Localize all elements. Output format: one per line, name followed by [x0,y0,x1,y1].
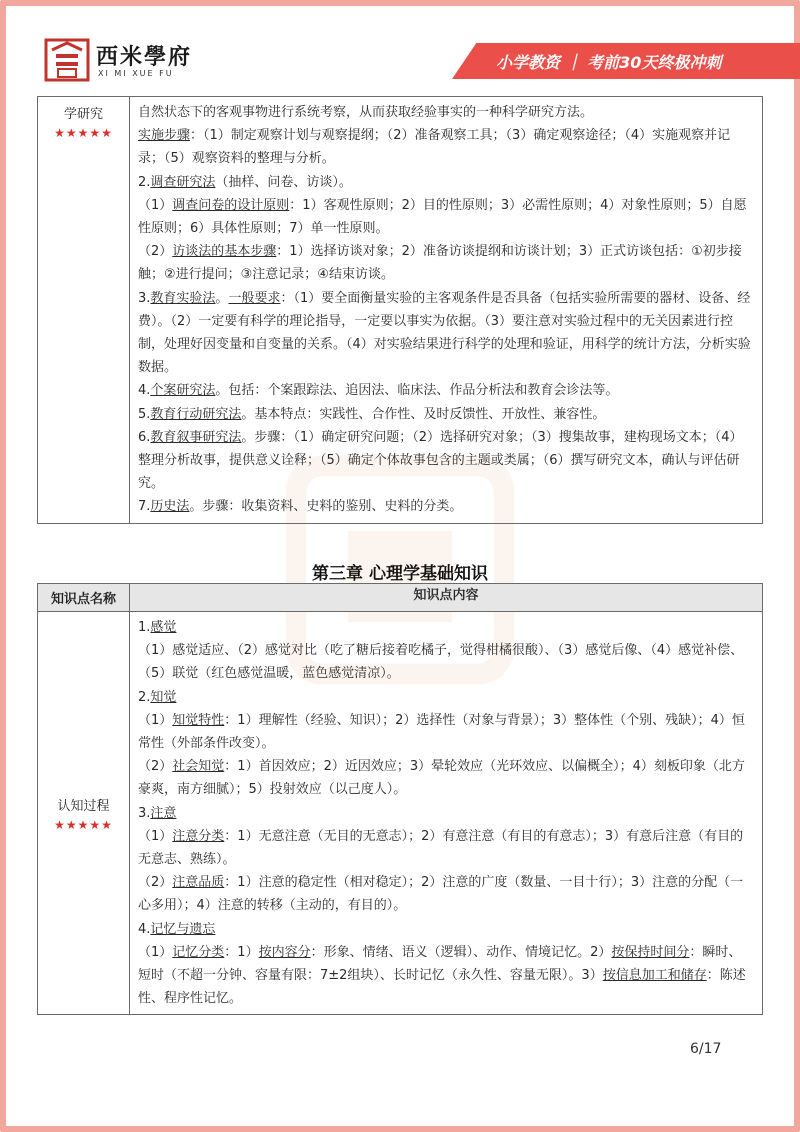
content-cell [130,97,762,523]
content-line: 2.知觉 [138,689,177,705]
category-cell [38,97,130,523]
content-line: （1）感觉适应、（2）感觉对比（吃了糖后接着吃橘子，觉得柑橘很酸）、（3）感觉后像、（4）感觉补偿、（5）联觉（红色感觉温暖，蓝色感觉清凉）。 [138,643,744,682]
category-label: 学研究 [63,107,103,122]
table-header-row [38,584,762,612]
content-line: （1）知觉特性：1）理解性（经验、知识）；2）选择性（对象与背景）；3）整体性（个别、残缺）；4）恒常性（外部条件改变）。 [138,712,745,752]
brand-name: 西米學府 [96,44,193,70]
content-line: 6.教育叙事研究法。步骤：（1）确定研究问题；（2）选择研究对象；（3）搜集故事，建构现场文本；（4）整理分析故事，提供意义诠释；（5）确定个体故事包含的主题或类属；（6）撰写研究文本，确认与评估研究。 [138,429,743,492]
content-line: 4.记忆与遗忘 [138,921,216,937]
table-row [38,612,762,1014]
content-line: 1.感觉 [138,620,177,635]
header-knowledge-content: 知识点内容 [413,588,479,603]
content-line: 3.注意 [138,805,177,821]
content-line: 自然状态下的客观事物进行系统考察，从而获取经验事实的一种科学研究方法。 [138,105,594,120]
content-line: （2）社会知觉：1）首因效应；2）近因效应；3）晕轮效应（光环效应、以偏概全）；4）刻板印象（北方豪爽，南方细腻）；5）投射效应（以己度人）。 [138,759,745,798]
category-label: 认知过程 [57,798,110,814]
brand-subtitle: XI MI XUE FU [98,69,174,78]
content-line: 7.历史法。步骤：收集资料、史料的鉴别、史料的分类。 [138,499,463,515]
importance-stars: ★★★★★ [54,817,113,832]
table-row [38,97,762,523]
content-line: （1）记忆分类：1）按内容分：形象、情绪、语义（逻辑）、动作、情境记忆。2）按保持时间分：瞬时、短时（不超一分钟、容量有限：7±2组块）、长时记忆（永久性、容量无限）。3）按信息加工和储存：陈述性、程序性记忆。 [138,944,746,1007]
page-header [0,0,800,92]
header-knowledge-point: 知识点名称 [38,584,130,611]
content-line: 实施步骤：（1）制定观察计划与观察提纲；（2）准备观察工具；（3）确定观察途径；（4）实施观察并记录；（5）观察资料的整理与分析。 [138,128,731,167]
brand-logo-icon [44,38,90,82]
importance-stars: ★★★★★ [54,126,113,140]
chapter-title: 第三章 心理学基础知识 [312,564,488,584]
header-banner-text: 小学教资 ｜ 考前30天终极冲刺 [496,53,722,72]
content-line: （1）调查问卷的设计原则：1）客观性原则；2）目的性原则；3）必需性原则；4）对象性原则；5）自愿性原则；6）具体性原则；7）单一性原则。 [138,197,747,237]
content-line: 4.个案研究法。包括：个案跟踪法、追因法、临床法、作品分析法和教育会诊法等。 [138,383,619,399]
content-line: 2.调查研究法（抽样、问卷、访谈）。 [138,174,352,190]
page-number: 6/17 [690,1041,722,1057]
psychology-knowledge-table [37,583,763,1015]
content-line: （1）注意分类：1）无意注意（无目的无意志）；2）有意注意（有目的有意志）；3）有意后注意（有目的无意志、熟练）。 [138,828,744,868]
content-line: （2）访谈法的基本步骤：1）选择访谈对象；2）准备访谈提纲和访谈计划；3）正式访谈包括：①初步接触；②进行提问；③注意记录；④结束访谈。 [138,244,742,283]
content-line: 3.教育实验法。一般要求：（1）要全面衡量实验的主客观条件是否具备（包括实验所需要的器材、设备、经费）。（2）一定要有科学的理论指导，一定要以事实为依据。（3）要注意对实验过程中的无关因素进行控制，处理好因变量和自变量的关系。（4）对实验结果进行科学的处理和验证，用科学的统计方法，分析实验数据。 [138,290,751,376]
category-cell [38,612,130,1014]
content-line: （2）注意品质：1）注意的稳定性（相对稳定）；2）注意的广度（数量、一目十行）；3）注意的分配（一心多用）；4）注意的转移（主动的，有目的）。 [138,875,744,914]
content-line: 5.教育行动研究法。基本特点：实践性、合作性、及时反馈性、开放性、兼容性。 [138,406,606,422]
content-cell [130,612,762,1014]
research-methods-table [37,96,763,524]
